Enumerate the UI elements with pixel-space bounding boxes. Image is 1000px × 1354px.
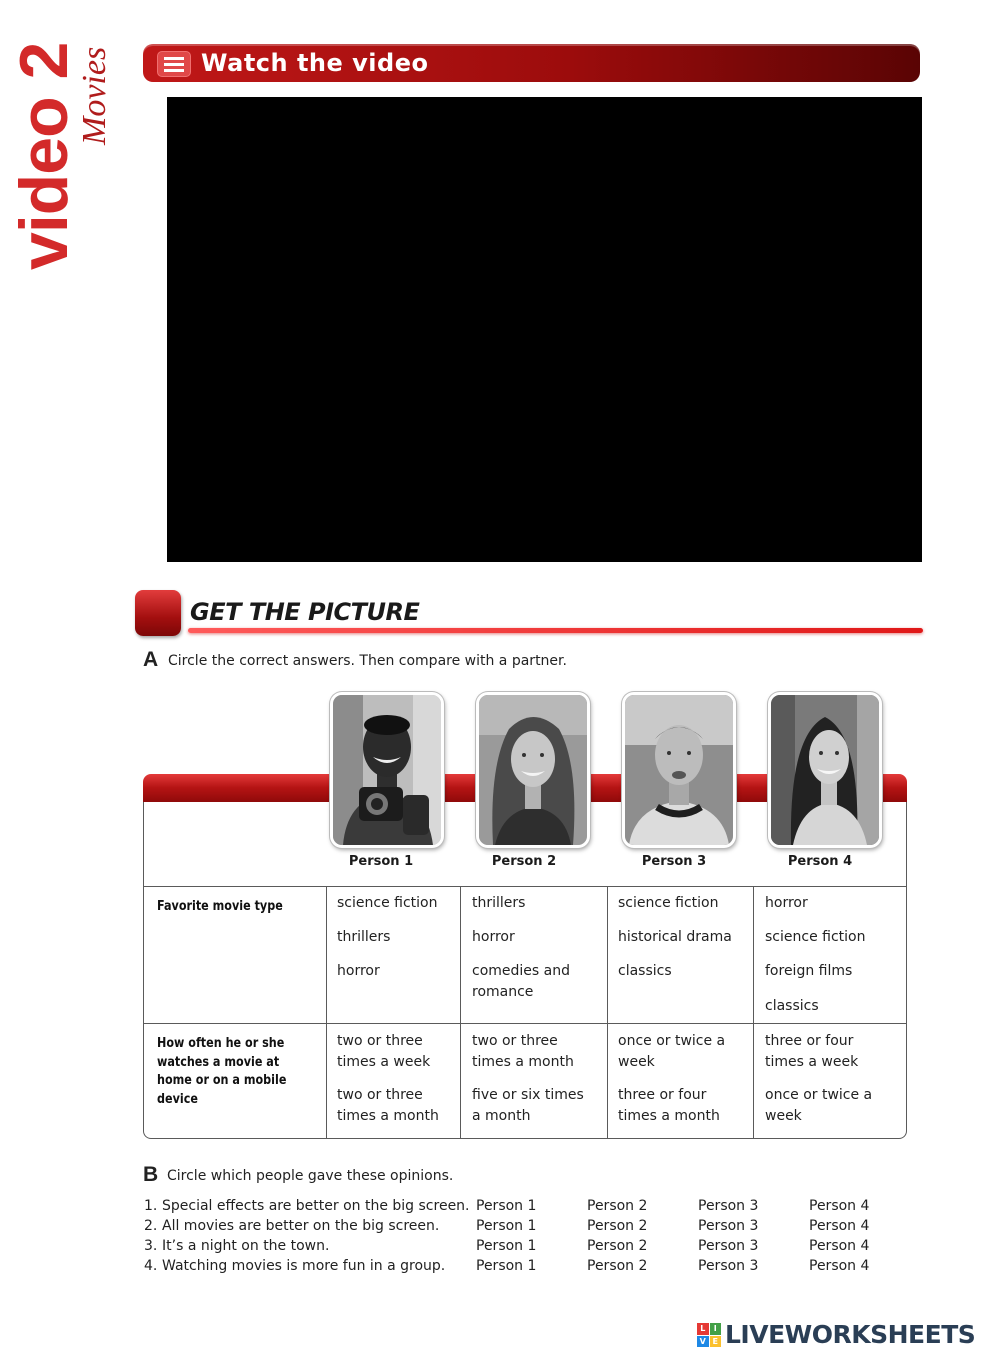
part-b-instruction: Circle which people gave these opinions. [167, 1168, 454, 1184]
liveworksheets-brand[interactable] [697, 1318, 975, 1352]
answer-option[interactable]: three or four times a month [618, 1087, 720, 1124]
unit-number: video 2 [6, 42, 82, 270]
person-1-label: Person 1 [348, 854, 414, 869]
section-title: GET THE PICTURE [190, 598, 420, 626]
answer-option[interactable]: classics [765, 998, 819, 1014]
answer-option[interactable]: comedies and romance [472, 963, 570, 1000]
opinion-choice[interactable]: Person 2 [587, 1238, 648, 1254]
table-column-divider [326, 886, 327, 1139]
person-4-label: Person 4 [787, 854, 853, 869]
section-underline [188, 628, 923, 633]
person-1-photo [330, 692, 444, 848]
opinion-choice[interactable]: Person 4 [809, 1258, 870, 1274]
person-3-label: Person 3 [641, 854, 707, 869]
answer-option[interactable]: horror [765, 895, 808, 911]
table-column-divider [753, 886, 754, 1139]
opinion-choice[interactable]: Person 1 [476, 1218, 537, 1234]
opinion-choice[interactable]: Person 2 [587, 1218, 648, 1234]
row-head-movie-type: Favorite movie type [157, 899, 283, 914]
answer-option[interactable]: once or twice a week [765, 1087, 873, 1124]
answer-option[interactable]: horror [337, 963, 380, 979]
answer-option[interactable]: five or six times a month [472, 1087, 584, 1124]
video-player[interactable] [167, 97, 922, 562]
opinion-choice[interactable]: Person 4 [809, 1198, 870, 1214]
answer-option[interactable]: once or twice a week [618, 1033, 726, 1070]
unit-topic: Movies [76, 46, 113, 145]
answer-option[interactable]: thrillers [472, 895, 526, 911]
opinion-choice[interactable]: Person 3 [698, 1218, 759, 1234]
answer-option[interactable]: science fiction [618, 895, 719, 911]
table-divider [143, 886, 907, 887]
opinion-choice[interactable]: Person 3 [698, 1258, 759, 1274]
person-2-label: Person 2 [491, 854, 557, 869]
opinion-choice[interactable]: Person 2 [587, 1198, 648, 1214]
section-marker [135, 590, 181, 636]
answer-option[interactable]: science fiction [765, 929, 866, 945]
answer-option[interactable]: horror [472, 929, 515, 945]
opinion-choice[interactable]: Person 4 [809, 1218, 870, 1234]
answer-option[interactable]: foreign films [765, 963, 853, 979]
answer-option[interactable]: historical drama [618, 929, 732, 945]
row-head-frequency: How often he or she watches a movie at home or on a mobile device [157, 1036, 287, 1107]
liveworksheets-logo-icon: L I V E [697, 1323, 721, 1347]
table-divider [143, 1023, 907, 1024]
opinion-choice[interactable]: Person 4 [809, 1238, 870, 1254]
part-a-instruction: Circle the correct answers. Then compare with a partner. [168, 653, 567, 669]
menu-icon[interactable] [157, 51, 191, 77]
opinion-choice[interactable]: Person 1 [476, 1238, 537, 1254]
opinion-choice[interactable]: Person 2 [587, 1258, 648, 1274]
answer-option[interactable]: two or three times a month [337, 1087, 439, 1124]
opinion-choice[interactable]: Person 3 [698, 1238, 759, 1254]
opinion-choice[interactable]: Person 1 [476, 1198, 537, 1214]
part-a-letter: A [143, 648, 159, 671]
opinion-choice[interactable]: Person 1 [476, 1258, 537, 1274]
answer-option[interactable]: thrillers [337, 929, 391, 945]
brand-name: LIVEWORKSHEETS [725, 1320, 976, 1349]
opinion-choice[interactable]: Person 3 [698, 1198, 759, 1214]
person-2-photo [476, 692, 590, 848]
person-4-photo [768, 692, 882, 848]
answer-option[interactable]: classics [618, 963, 672, 979]
answer-option[interactable]: two or three times a month [472, 1033, 574, 1070]
answer-option[interactable]: two or three times a week [337, 1033, 431, 1070]
part-b-letter: B [143, 1163, 159, 1186]
answer-option[interactable]: three or four times a week [765, 1033, 859, 1070]
person-3-photo [622, 692, 736, 848]
watch-video-title: Watch the video [201, 49, 429, 77]
table-column-divider [460, 886, 461, 1139]
answer-option[interactable]: science fiction [337, 895, 438, 911]
table-column-divider [607, 886, 608, 1139]
watch-video-bar [143, 44, 920, 82]
unit-title [6, 30, 120, 270]
